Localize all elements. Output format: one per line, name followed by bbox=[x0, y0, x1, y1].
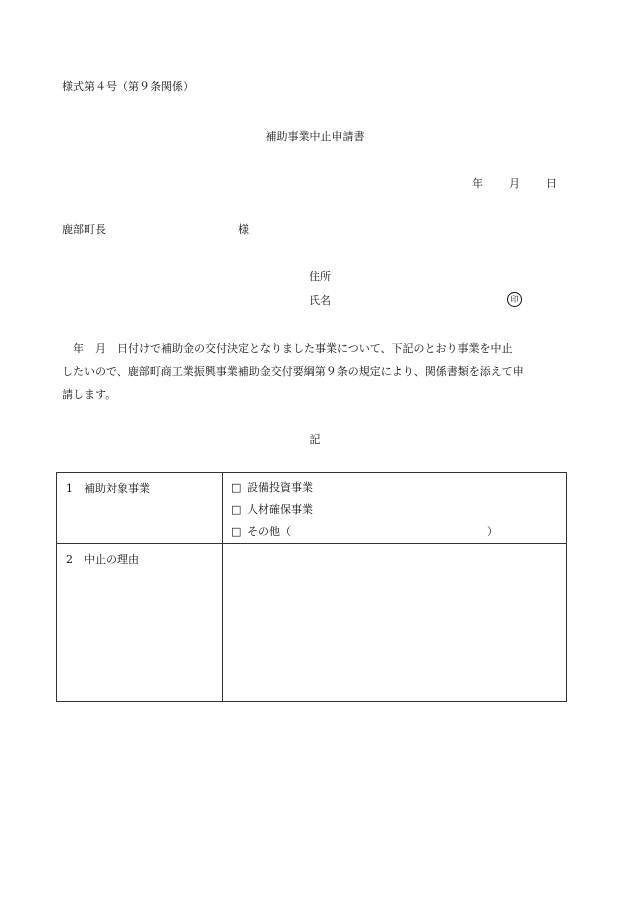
option-personnel-label: 人材確保事業 bbox=[247, 503, 313, 516]
body-line-2: したいので、鹿部町商工業振興事業補助金交付要綱第９条の規定により、関係書類を添えて申 bbox=[62, 365, 524, 378]
table-row-subject bbox=[57, 473, 567, 544]
body-line-1: 年 月 日付けで補助金の交付決定となりました事業について、下記のとおり事業を中止 bbox=[62, 342, 513, 355]
form-number: 様式第４号（第９条関係） bbox=[62, 80, 194, 93]
form-table bbox=[56, 472, 567, 702]
option-personnel[interactable] bbox=[223, 499, 566, 521]
reason-label: 2 中止の理由 bbox=[66, 553, 139, 566]
document-title: 補助事業中止申請書 bbox=[265, 130, 365, 143]
checkbox-other[interactable]: □ bbox=[231, 525, 242, 538]
table-row-reason bbox=[57, 544, 567, 702]
subject-label: 1 補助対象事業 bbox=[66, 482, 150, 495]
reason-label-cell bbox=[57, 544, 223, 702]
address-label: 住所 bbox=[309, 270, 331, 283]
date-year: 年 bbox=[472, 177, 483, 190]
checkbox-equipment[interactable]: □ bbox=[231, 481, 242, 494]
subject-label-cell bbox=[57, 473, 223, 544]
date-day: 日 bbox=[546, 177, 557, 190]
request-body bbox=[62, 337, 562, 406]
option-other[interactable] bbox=[223, 521, 566, 543]
seal-mark: 印 bbox=[507, 292, 522, 307]
name-label: 氏名 bbox=[309, 294, 331, 307]
reason-input-area[interactable] bbox=[223, 544, 567, 702]
honorific: 様 bbox=[238, 223, 249, 236]
option-equipment-label: 設備投資事業 bbox=[247, 481, 313, 494]
checkbox-personnel[interactable]: □ bbox=[231, 503, 242, 516]
body-line-3: 請します。 bbox=[62, 388, 117, 401]
date-line bbox=[472, 177, 557, 191]
addressee: 鹿部町長 bbox=[62, 223, 106, 236]
subject-options-cell bbox=[223, 473, 567, 544]
option-other-label: その他（ bbox=[247, 525, 291, 538]
option-equipment[interactable] bbox=[223, 477, 566, 499]
option-other-close: ） bbox=[487, 525, 498, 538]
date-month: 月 bbox=[509, 177, 520, 190]
ki-heading: 記 bbox=[309, 433, 321, 446]
